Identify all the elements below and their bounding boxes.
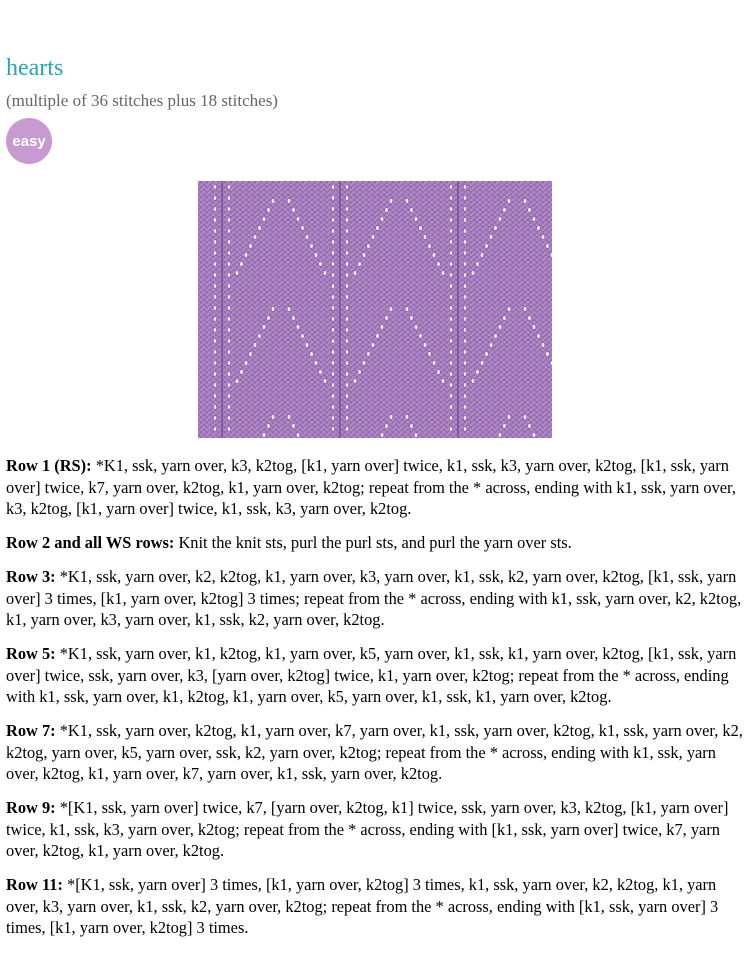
pattern-instructions xyxy=(6,455,744,951)
row-label: Row 3: xyxy=(6,567,56,586)
row-text: *K1, ssk, yarn over, k3, k2tog, [k1, yarn over] twice, k1, ssk, k3, yarn over, k2tog, [k1, ssk, yarn over] twice, k7, yarn over, k2tog, k1, yarn over, k2tog; repeat from the * across, ending with k1, ssk, yarn over, k3, k2tog, [k1, yarn over] twice, k1, ssk, k3, yarn over, k2tog. xyxy=(6,456,736,518)
difficulty-badge: easy xyxy=(6,118,52,164)
row-instruction xyxy=(6,532,744,554)
row-text: *[K1, ssk, yarn over] 3 times, [k1, yarn over, k2tog] 3 times, k1, ssk, yarn over, k2, k2tog, k1, yarn over, k3, yarn over, k1, ssk, k2, yarn over, k2tog; repeat from the * across, ending with [k1, ssk, yarn over] 3 times, [k1, yarn over, k2tog] 3 times. xyxy=(6,875,719,937)
row-text: *K1, ssk, yarn over, k2, k2tog, k1, yarn over, k3, yarn over, k1, ssk, k2, yarn over, k2tog, [k1, ssk, yarn over] 3 times, [k1, yarn over, k2tog] 3 times; repeat from the * across, ending with k1, ssk, yarn over, k2, k2tog, k1, yarn over, k3, yarn over, k1, ssk, k2, yarn over, k2tog. xyxy=(6,567,742,629)
pattern-title: hearts xyxy=(6,55,64,81)
row-instruction xyxy=(6,720,744,785)
row-label: Row 7: xyxy=(6,721,56,740)
row-text: *K1, ssk, yarn over, k1, k2tog, k1, yarn over, k5, yarn over, k1, ssk, k1, yarn over, k2tog, [k1, ssk, yarn over] twice, ssk, yarn over, k3, [yarn over, k2tog] twice, k1, yarn over, k2tog; repeat from the * across, ending with k1, ssk, yarn over, k1, k2tog, k1, yarn over, k5, yarn over, k1, ssk, k1, yarn over, k2tog. xyxy=(6,644,737,706)
row-text: *[K1, ssk, yarn over] twice, k7, [yarn over, k2tog, k1] twice, ssk, yarn over, k3, k2tog, [k1, yarn over] twice, k1, ssk, k3, yarn over, k2tog; repeat from the * across, ending with [k1, ssk, yarn over] twice, k7, yarn over, k2tog, k1, yarn over, k2tog. xyxy=(6,798,729,860)
row-label: Row 11: xyxy=(6,875,63,894)
row-label: Row 2 and all WS rows: xyxy=(6,533,175,552)
row-text: *K1, ssk, yarn over, k2tog, k1, yarn over, k7, yarn over, k1, ssk, yarn over, k2tog, k1, ssk, yarn over, k2, k2tog, yarn over, k5, yarn over, ssk, k2, yarn over, k2tog; repeat from the * across, ending with k1, ssk, yarn over, k2tog, k1, yarn over, k7, yarn over, k1, ssk, yarn over, k2tog. xyxy=(6,721,743,783)
row-instruction xyxy=(6,643,744,708)
row-label: Row 1 (RS): xyxy=(6,456,92,475)
row-instruction xyxy=(6,566,744,631)
row-label: Row 9: xyxy=(6,798,56,817)
row-instruction xyxy=(6,455,744,520)
row-label: Row 5: xyxy=(6,644,56,663)
row-instruction xyxy=(6,797,744,862)
knitted-swatch-photo xyxy=(198,181,552,438)
row-instruction xyxy=(6,874,744,939)
stitch-multiple: (multiple of 36 stitches plus 18 stitches) xyxy=(6,91,278,110)
row-text: Knit the knit sts, purl the purl sts, and purl the yarn over sts. xyxy=(174,533,572,552)
